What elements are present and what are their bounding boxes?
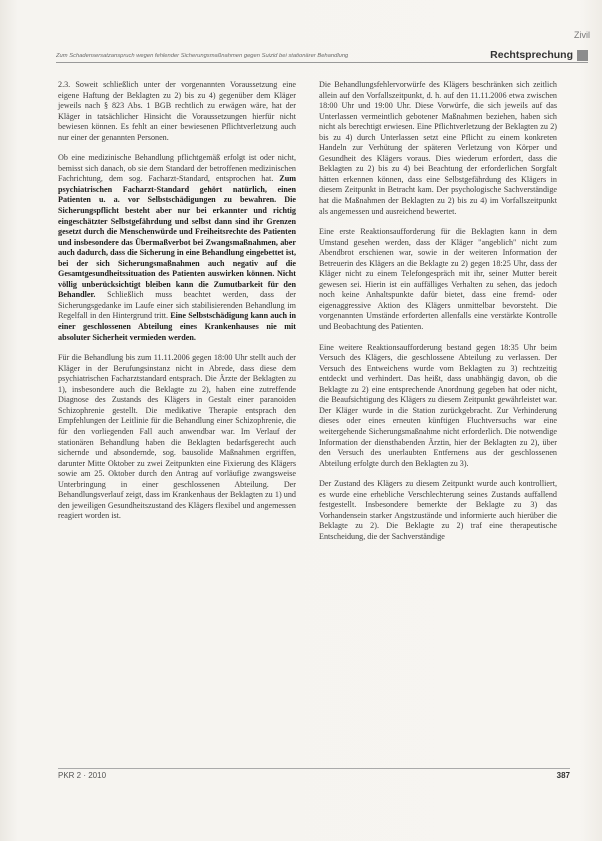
section-title-text: Rechtsprechung — [490, 49, 573, 61]
section-title — [490, 49, 588, 62]
section-tag: Zivil — [574, 30, 590, 40]
body-text: 2.3. Soweit schließlich unter der vorgenannten Voraussetzung eine eigene Haftung der Beklagten zu 2) bis zu 4) gegenüber dem Kläger jeweils nach § 823 Abs. 1 BGB rechtlich zu erwägen wäre, hat der Kläger in tatsächlicher Hinsicht die Voraussetzungen hierfür nicht bewiesen können. Es fehlt an einer bewiesenen Pflichtverletzung auch nur einer der genannten Personen. — [58, 80, 296, 142]
paragraph — [319, 80, 557, 217]
page-footer — [58, 768, 570, 780]
bold-text: Zum psychiatrischen Facharzt-Standard gehört natürlich, einen Patienten u. a. vor Selbstschädigungen zu bewahren. Die Sicherungspflicht besteht aber nur bei erkannter und richtig eingeschätzter Selbstgefährdung und selbst dann sind ihr Grenzen gesetzt durch die Menschenwürde und Freiheitsrechte des Patienten und insbesondere das Übermaßverbot bei Zwangsmaßnahmen, aber auch dadurch, dass die Sicherung in eine Behandlung eingebettet ist, bei der sich Sicherungsmaßnahmen auch negativ auf die Gesamtgesundheitssituation des Patienten auswirken können. Nicht völlig unberücksichtigt bleiben kann die Zumutbarkeit für den Behandler. — [58, 174, 296, 300]
paragraph — [319, 343, 557, 470]
header-subtitle: Zum Schadensersatzanspruch wegen fehlender Sicherungsmaßnahmen gegen Suizid bei stationärer Behandlung — [56, 53, 349, 59]
body-text: Der Zustand des Klägers zu diesem Zeitpunkt wurde auch kontrolliert, es wurde eine erhebliche Verschlechterung seines Zustands auffallend festgestellt. Insbesondere bemerkte der Beklagte zu 3) das Vorhandensein starker Angstzustände und informierte auch hierüber die Beklagte zu 2). Die Beklagte zu 2) traf eine therapeutische Entscheidung, die der Sachverständige — [319, 479, 557, 541]
paragraph — [319, 479, 557, 542]
body-text: Ob eine medizinische Behandlung pflichtgemäß erfolgt ist oder nicht, bemisst sich danach, ob sie dem Standard der betroffenen medizinischen Fachrichtung, dem sog. Facharzt-Standard, entsprochen hat. — [58, 153, 296, 184]
body-text: Die Behandlungsfehlervorwürfe des Klägers beschränken sich zeitlich allein auf den Vorfallszeitpunkt, d. h. auf den 11.11.2006 etwa zwischen 18:00 Uhr und 19:00 Uhr. Diese Vorwürfe, die sich jeweils auf das Unterlassen vermeintlich gebotener Maßnahmen beziehen, haben sich nicht als berechtigt erwiesen. Eine Pflichtverletzung der Beklagten zu 2) bis zu 4) durch Unterlassen setzt eine Pflicht zu einem konkreten Handeln zur Verhütung der späteren Verletzung von Körper und Gesundheit des Klägers voraus. Dies wiederum erfordert, dass die Beklagten zu 2) bis zu 4) bei Beachtung der erforderlichen Sorgfalt hätten erkennen können, dass eine Selbstgefährdung des Klägers in diesem Zeitpunkt in Betracht kam. Der psychologische Sachverständige hat die Maßnahmen der Beklagten zu 2) bis zu 4) im Vorfallszeitpunkt als angemessen und ausreichend bewertet. — [319, 80, 557, 216]
section-marker-icon — [577, 50, 588, 61]
body-text: Eine erste Reaktionsaufforderung für die Beklagten kann in dem Umstand gesehen werden, dass der Kläger "angeblich" nicht zum Abendbrot erschienen war, sowie in der weiteren Information der Betreuerin des Klägers an die Beklagte zu 2) gegen 18:25 Uhr, dass der Kläger nicht zu einem Telefongespräch mit ihr, seiner Mutter bereit gewesen sei. Hierin ist ein auffälliges Verhalten zu sehen, das jedoch noch keine Anhaltspunkte dafür bietet, dass eine fremd- oder eigenaggressive Aktion des Klägers unmittelbar bevorsteht. Die vorgenannten Umstände erforderten allenfalls eine verstärkte Kontrolle und Beobachtung des Patienten. — [319, 227, 557, 332]
left-column — [58, 80, 296, 532]
journal-issue: PKR 2 · 2010 — [58, 771, 107, 780]
right-column — [319, 80, 557, 552]
body-text: Eine weitere Reaktionsaufforderung bestand gegen 18:35 Uhr beim Versuch des Klägers, die geschlossene Abteilung zu verlassen. Der Versuch des Entweichens wurde vom Beklagten zu 3) rechtzeitig entdeckt und verhindert. Das heißt, dass unabhängig davon, ob die Beklagte zu 2) eine entsprechende Anordnung gegeben hat oder nicht, die Beaufsichtigung des Klägers zu diesem Zeitpunkt gewährleistet war. Der Kläger wurde in die Station zurückgebracht. Zur Verhinderung dieses oder eines erneuten künftigen Fluchtversuchs war eine weitergehende Sicherungsmaßnahme nicht erforderlich. Die notwendige Information der diensthabenden Ärztin, hier der Beklagten zu 2), über den Versuch des unerlaubten Entfernens aus der geschlossenen Abteilung erfolgte durch den Beklagten zu 3). — [319, 342, 557, 468]
paragraph — [58, 353, 296, 522]
body-text: Für die Behandlung bis zum 11.11.2006 gegen 18:00 Uhr stellt auch der Kläger in der Berufungsinstanz nicht in Abrede, dass diese dem psychiatrischen Facharztstandard entsprach. Die Ärzte der Beklagten zu 1), insbesondere auch die Beklagte zu 2), haben eine zutreffende Diagnose des Zustands des Klägers in Gestalt einer paranoiden Schizophrenie gestellt. Die medikative Therapie entsprach den Empfehlungen der Leitlinie für die Behandlung einer Schizophrenie, die für den vorliegenden Fall auch anwendbar war. Im Verlauf der stationären Behandlung haben die Beklagten bedarfsgerecht auch sichernde und absondernde, sog. bausolide Maßnahmen ergriffen, darunter Mitte Oktober zu zwei Zeitpunkten eine Fixierung des Klägers sowie am 25. Oktober durch den Antrag auf vorläufige zwangsweise Unterbringung in einer geschlossenen Abteilung. Der Behandlungsverlauf zeigt, dass im Krankenhaus der Beklagten zu 1) und den jeweiligen Gesundheitszustand des Klägers flexibel und angemessen reagiert worden ist. — [58, 353, 296, 521]
page-number: 387 — [556, 771, 570, 780]
body-text: Schließlich muss beachtet werden, dass der Sicherungsgedanke im Laufe einer sich stabilisierenden Behandlung im Regelfall in den Hintergrund tritt. — [58, 290, 296, 321]
paragraph — [58, 153, 296, 343]
bold-text: Eine Selbstschädigung kann auch in einer geschlossenen Abteilung eines Krankenhauses nie mit absoluter Sicherheit vermieden werden. — [58, 311, 296, 342]
running-header — [56, 44, 588, 63]
paragraph — [58, 80, 296, 143]
paragraph — [319, 227, 557, 332]
